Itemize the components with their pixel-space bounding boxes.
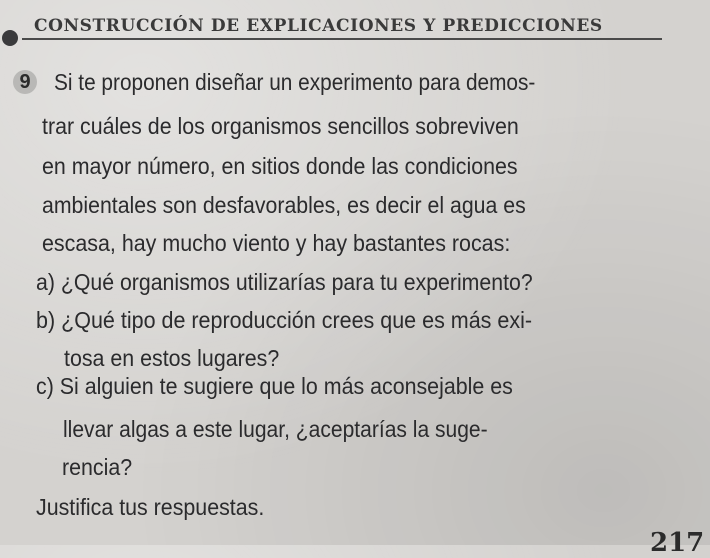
item-c-line-2: llevar algas a este lugar, ¿aceptarías la suge- bbox=[63, 416, 488, 442]
question-line-3: en mayor número, en sitios donde las condiciones bbox=[42, 153, 518, 179]
question-line-4: ambientales son desfavorables, es decir el agua es bbox=[42, 192, 526, 218]
item-a-line-1: a) ¿Qué organismos utilizarías para tu experimento? bbox=[36, 269, 533, 295]
header-divider bbox=[22, 38, 662, 40]
item-c-line-3: rencia? bbox=[62, 454, 133, 480]
question-line-5: escasa, hay mucho viento y hay bastantes rocas: bbox=[42, 230, 511, 256]
closing-instruction: Justifica tus respuestas. bbox=[36, 494, 265, 520]
question-line-1: Si te proponen diseñar un experimento para demos- bbox=[54, 69, 536, 95]
item-c-line-1: c) Si alguien te sugiere que lo más aconsejable es bbox=[36, 373, 513, 399]
item-b-line-2: tosa en estos lugares? bbox=[64, 345, 280, 371]
item-b-line-1: b) ¿Qué tipo de reproducción crees que es más exi- bbox=[36, 307, 533, 333]
page-number: 217 bbox=[650, 528, 705, 558]
question-line-2: trar cuáles de los organismos sencillos sobreviven bbox=[42, 113, 519, 139]
section-header: CONSTRUCCIÓN DE EXPLICACIONES Y PREDICCIONES bbox=[34, 16, 603, 36]
question-number-badge: 9 bbox=[13, 70, 37, 94]
section-bullet-icon bbox=[2, 30, 18, 46]
